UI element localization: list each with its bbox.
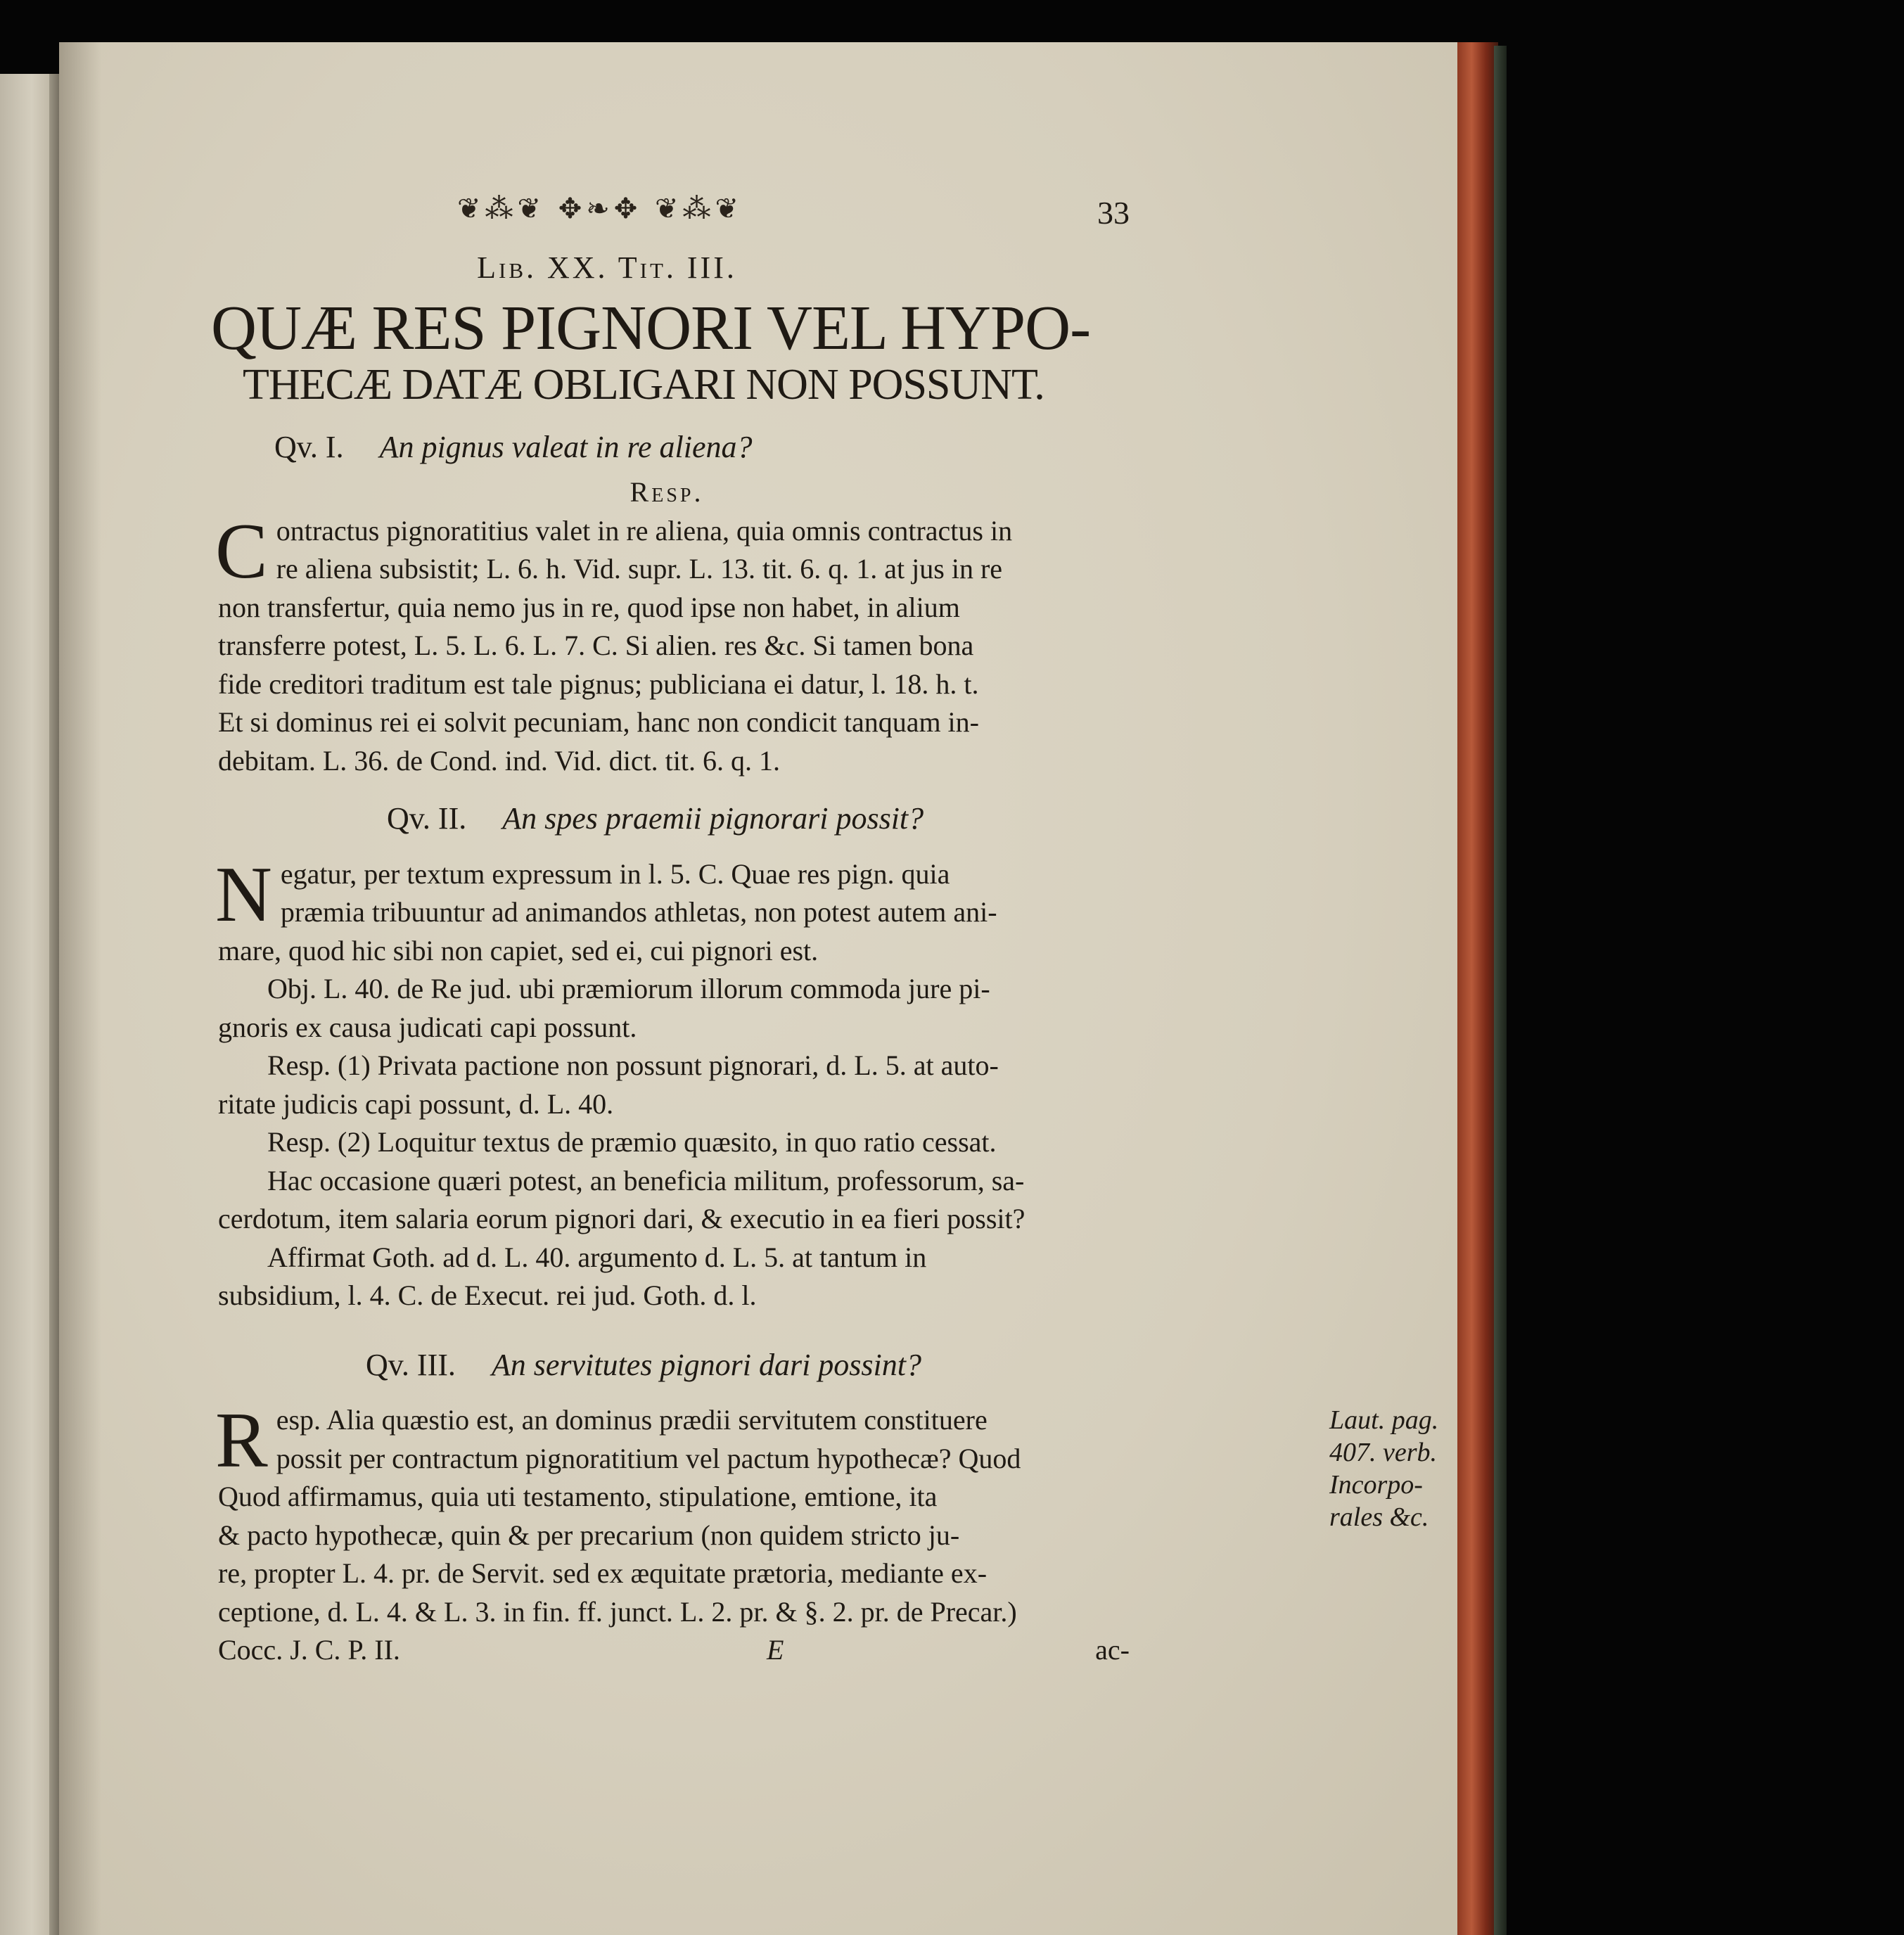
response-1-line: ritate judicis capi possunt, d. L. 40. [218,1087,614,1120]
objection-line: gnoris ex causa judicati capi possunt. [218,1011,637,1043]
answer-2 [215,850,1116,1315]
margin-note-line: Laut. pag. [1329,1405,1439,1435]
answer-1-line: transferre potest, L. 5. L. 6. L. 7. C. Si alien. res &c. Si tamen bona [218,630,974,661]
question-1-text: An pignus valeat in re aliena? [379,429,753,464]
answer-1 [215,507,1116,781]
answer-1-line: non transfertur, quia nemo jus in re, quod ipse non habet, in alium [218,591,960,623]
question-2-label: Qv. II. [387,801,467,836]
question-1 [218,428,1116,467]
objection-line: Obj. L. 40. de Re jud. ubi præmiorum illorum commoda jure pi- [267,973,990,1004]
dropcap-n: N [215,850,272,938]
question-2 [218,800,1116,838]
answer-3-line: possit per contractum pignoratitium vel pactum hypothecæ? Quod [276,1442,1021,1474]
answer-3-line: re, propter L. 4. pr. de Servit. sed ex æquitate prætoria, mediante ex- [218,1557,988,1589]
book-cover [1494,46,1507,1935]
question-1-label: Qv. I. [274,429,344,464]
red-page-edges [1457,42,1498,1935]
page-footer [218,1631,1130,1669]
page-text [211,190,1439,1669]
margin-note-line: 407. verb. [1329,1438,1438,1467]
page-gutter-shadow [59,42,101,1935]
answer-2-line: egatur, per textum expressum in l. 5. C. Quae res pign. quia [280,857,950,890]
question-3-text: An servitutes pignori dari possint? [491,1347,921,1382]
book-title: Lib. XX. Tit. III. [477,250,737,285]
answer-1-line: debitam. L. 36. de Cond. ind. Vid. dict. tit. 6. q. 1. [218,744,781,777]
dropcap-c: C [215,507,268,595]
running-header [218,190,1130,232]
question-3-label: Qv. III. [366,1347,456,1382]
gathering-mark: E [767,1634,784,1666]
page-number: 33 [1097,195,1130,231]
answer-3-line: Quod affirmamus, quia uti testamento, stipulatione, emtione, ita [218,1481,938,1512]
answer-1-line: re aliena subsistit; L. 6. h. Vid. supr. L. 13. tit. 6. q. 1. at jus in re [276,553,1003,585]
answer-3-line: esp. Alia quæstio est, an dominus prædii servitutem constituere [276,1404,988,1436]
margin-note [1329,1404,1438,1533]
hac-line: Hac occasione quæri potest, an beneficia militum, professorum, sa- [267,1164,1025,1196]
dropcap-r: R [215,1397,268,1484]
response-1-line: Resp. (1) Privata pactione non possunt pignorari, d. L. 5. at auto- [267,1049,999,1081]
answer-3-line: & pacto hypothecæ, quin & per precarium (non quidem stricto ju- [218,1519,960,1551]
answer-3 [215,1397,1439,1631]
signature-mark: Cocc. J. C. P. II. [218,1634,400,1666]
answer-3-line: ceptione, d. L. 4. & L. 3. in fin. ff. junct. L. 2. pr. & §. 2. pr. de Precar.) [218,1595,1017,1628]
affirmat-line: subsidium, l. 4. C. de Execut. rei jud. Goth. d. l. [218,1279,757,1311]
header-ornament: ❦⁂❦ ✥❧✥ ❦⁂❦ [457,193,743,225]
chapter-title-line-1: QUÆ RES PIGNORI VEL HYPO- [211,293,1091,363]
resp-heading: Resp. [630,476,704,508]
answer-1-line: Et si dominus rei ei solvit pecuniam, hanc non condicit tanquam in- [218,706,979,738]
answer-2-line: mare, quod hic sibi non capiet, sed ei, cui pignori est. [218,934,819,966]
question-2-text: An spes praemii pignorari possit? [502,801,924,836]
answer-1-line: ontractus pignoratitius valet in re aliena, quia omnis contractus in [276,514,1013,547]
margin-note-line: Incorpo- [1329,1470,1423,1500]
margin-note-line: rales &c. [1329,1502,1429,1532]
response-2-line: Resp. (2) Loquitur textus de præmio quæsito, in quo ratio cessat. [267,1126,997,1158]
answer-1-line: fide creditori traditum est tale pignus; publiciana ei datur, l. 18. h. t. [218,668,979,700]
answer-2-line: præmia tribuuntur ad animandos athletas, non potest autem ani- [280,896,997,928]
hac-line: cerdotum, item salaria eorum pignori dari, & executio in ea fieri possit? [218,1203,1026,1234]
question-3 [218,1346,1116,1385]
chapter-title-line-2: THECÆ DATÆ OBLIGARI NON POSSUNT. [243,360,1044,409]
affirmat-line: Affirmat Goth. ad d. L. 40. argumento d. L. 5. at tantum in [267,1241,927,1273]
catchword: ac- [1095,1634,1130,1666]
